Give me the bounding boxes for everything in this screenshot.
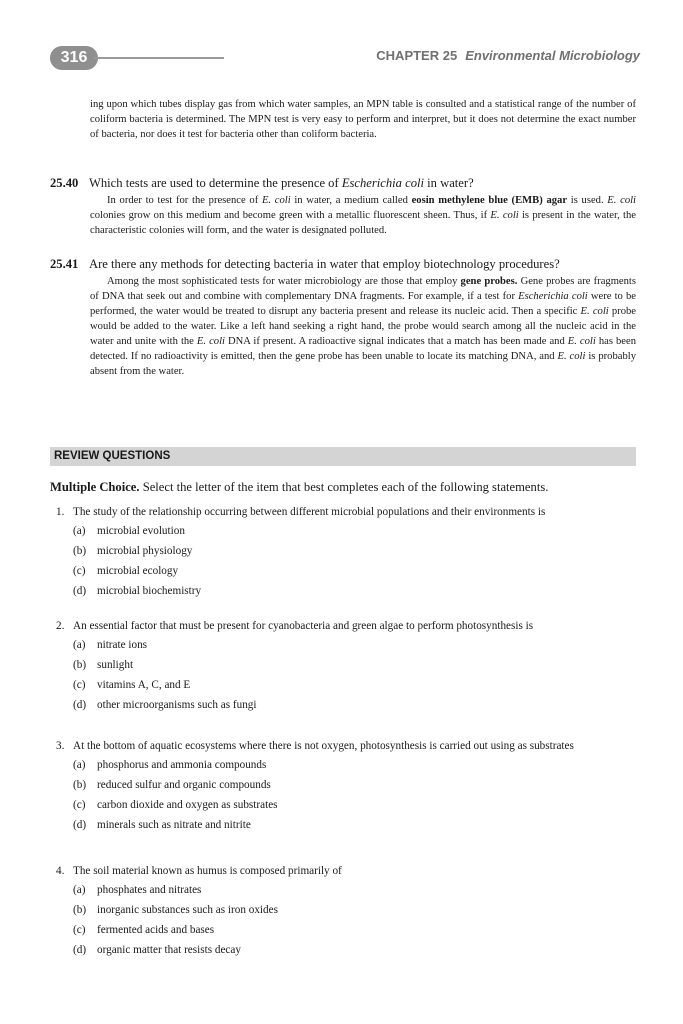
option-letter: (c) [73,799,86,811]
option-a [50,635,640,655]
option-c [50,795,640,815]
option-letter: (d) [73,819,87,831]
answer-italic: E. coli [557,351,586,362]
question-stem [50,862,640,880]
question-stem [50,503,640,521]
option-letter: (a) [73,884,86,896]
option-letter: (d) [73,585,87,597]
question-number: 25.41 [50,257,79,271]
option-d [50,695,640,715]
option-a [50,521,640,541]
answer-25-41 [90,274,636,379]
mc-question-3 [50,737,640,835]
page-number: 316 [50,46,98,70]
answer-bold-term: eosin methylene blue (EMB) agar [411,195,568,206]
option-text: phosphorus and ammonia compounds [97,759,267,771]
answer-italic: E. coli [580,306,609,317]
answer-text: is present in the water, the characteristic colonies will form, and the water is designated polluted. [90,210,636,236]
answer-text: is probably absent from the water. [90,351,636,377]
answer-25-40 [90,193,636,238]
answer-text: Among the most sophisticated tests for water microbiology are those that employ [107,276,461,287]
answer-italic: E. coli [567,336,596,347]
option-letter: (b) [73,779,87,791]
question-stem [50,617,640,635]
question-text: Are there any methods for detecting bacteria in water that employ biotechnology procedures? [89,257,560,271]
answer-italic: E. coli [196,336,225,347]
answer-italic: E. coli [261,195,291,206]
multiple-choice-intro [50,480,640,495]
multiple-choice-instruction: Select the letter of the item that best completes each of the following statements. [139,480,549,494]
mc-question-2 [50,617,640,715]
option-text: organic matter that resists decay [97,944,241,956]
question-stem-text: The study of the relationship occurring between different microbial populations and their environments is [73,506,546,518]
option-letter: (d) [73,699,87,711]
question-text-italic: Escherichia coli [341,176,425,190]
option-letter: (a) [73,525,86,537]
mc-question-1 [50,503,640,601]
chapter-label: CHAPTER 25 [376,48,458,63]
chapter-subject: Environmental Microbiology [465,48,640,63]
option-b [50,775,640,795]
answer-text: colonies grow on this medium and become green with a metallic fluorescent sheen. Thus, if [90,210,491,221]
answer-text: probe would be added to the water. Like a left hand seeking a right hand, the probe would search among all the nucleic acid in the water and unite with the [90,306,636,347]
question-stem-text: The soil material known as humus is composed primarily of [73,865,342,877]
option-letter: (b) [73,545,87,557]
question-stem-text: At the bottom of aquatic ecosystems where there is not oxygen, photosynthesis is carried out using as substrates [73,740,574,752]
option-c [50,675,640,695]
option-letter: (c) [73,924,86,936]
question-number: 4. [56,865,65,877]
question-number: 1. [56,506,65,518]
option-letter: (b) [73,904,87,916]
header-rule [94,57,224,59]
question-25-41 [50,256,640,272]
answer-italic: Escherichia coli [518,291,588,302]
option-text: phosphates and nitrates [97,884,202,896]
answer-text: is used. [567,195,608,206]
answer-italic: E. coli [607,195,637,206]
question-text-part: in water? [424,176,474,190]
option-text: reduced sulfur and organic compounds [97,779,271,791]
option-a [50,755,640,775]
option-text: inorganic substances such as iron oxides [97,904,278,916]
option-a [50,880,640,900]
option-text: sunlight [97,659,134,671]
question-number: 3. [56,740,65,752]
question-text-part: Which tests are used to determine the presence of [89,176,342,190]
answer-text: Gene probes are fragments of DNA that seek out and combine with complementary DNA fragments. For example, if a test for [90,276,636,302]
option-text: other microorganisms such as fungi [97,699,257,711]
answer-text: has been detected. If no radioactivity is emitted, then the gene probe has been unable to locate its matching DNA, and [90,336,637,362]
answer-text: DNA if present. A radioactive signal indicates that a match has been made and [224,336,568,347]
option-text: carbon dioxide and oxygen as substrates [97,799,278,811]
question-number: 25.40 [50,176,79,190]
option-text: microbial physiology [97,545,193,557]
option-letter: (a) [73,759,86,771]
multiple-choice-label: Multiple Choice. [50,480,140,494]
question-stem-text: An essential factor that must be present for cyanobacteria and green algae to perform photosynthesis is [73,620,534,632]
option-text: vitamins A, C, and E [97,679,191,691]
option-text: fermented acids and bases [97,924,215,936]
option-text: microbial evolution [97,525,185,537]
option-d [50,815,640,835]
answer-text: In order to test for the presence of [107,195,262,206]
option-text: minerals such as nitrate and nitrite [97,819,251,831]
option-b [50,541,640,561]
option-d [50,940,640,960]
option-text: nitrate ions [97,639,148,651]
option-letter: (a) [73,639,86,651]
answer-text: were to be performed, the water would be treated to disrupt any bacteria present and release its nucleic acid. Then a specific [90,291,636,317]
option-letter: (c) [73,565,86,577]
page-header [50,46,640,72]
mc-question-4 [50,862,640,960]
answer-bold-term: gene probes. [460,276,518,287]
option-c [50,920,640,940]
option-b [50,900,640,920]
question-stem [50,737,640,755]
option-c [50,561,640,581]
option-b [50,655,640,675]
continuation-paragraph: ing upon which tubes display gas from which water samples, an MPN table is consulted and a statistical range of the number of coliform bacteria is determined. The MPN test is very easy to perform and interpret, but it does not determine the exact number of bacteria, nor does it test for bacteria other than coliform bacteria. [90,99,636,140]
option-letter: (b) [73,659,87,671]
running-head [376,48,640,63]
answer-text: in water, a medium called [290,195,412,206]
option-text: microbial ecology [97,565,179,577]
question-25-40 [50,175,640,191]
option-d [50,581,640,601]
question-number: 2. [56,620,65,632]
option-text: microbial biochemistry [97,585,202,597]
option-letter: (d) [73,944,87,956]
review-questions-heading: REVIEW QUESTIONS [50,447,636,466]
answer-italic: E. coli [490,210,519,221]
option-letter: (c) [73,679,86,691]
